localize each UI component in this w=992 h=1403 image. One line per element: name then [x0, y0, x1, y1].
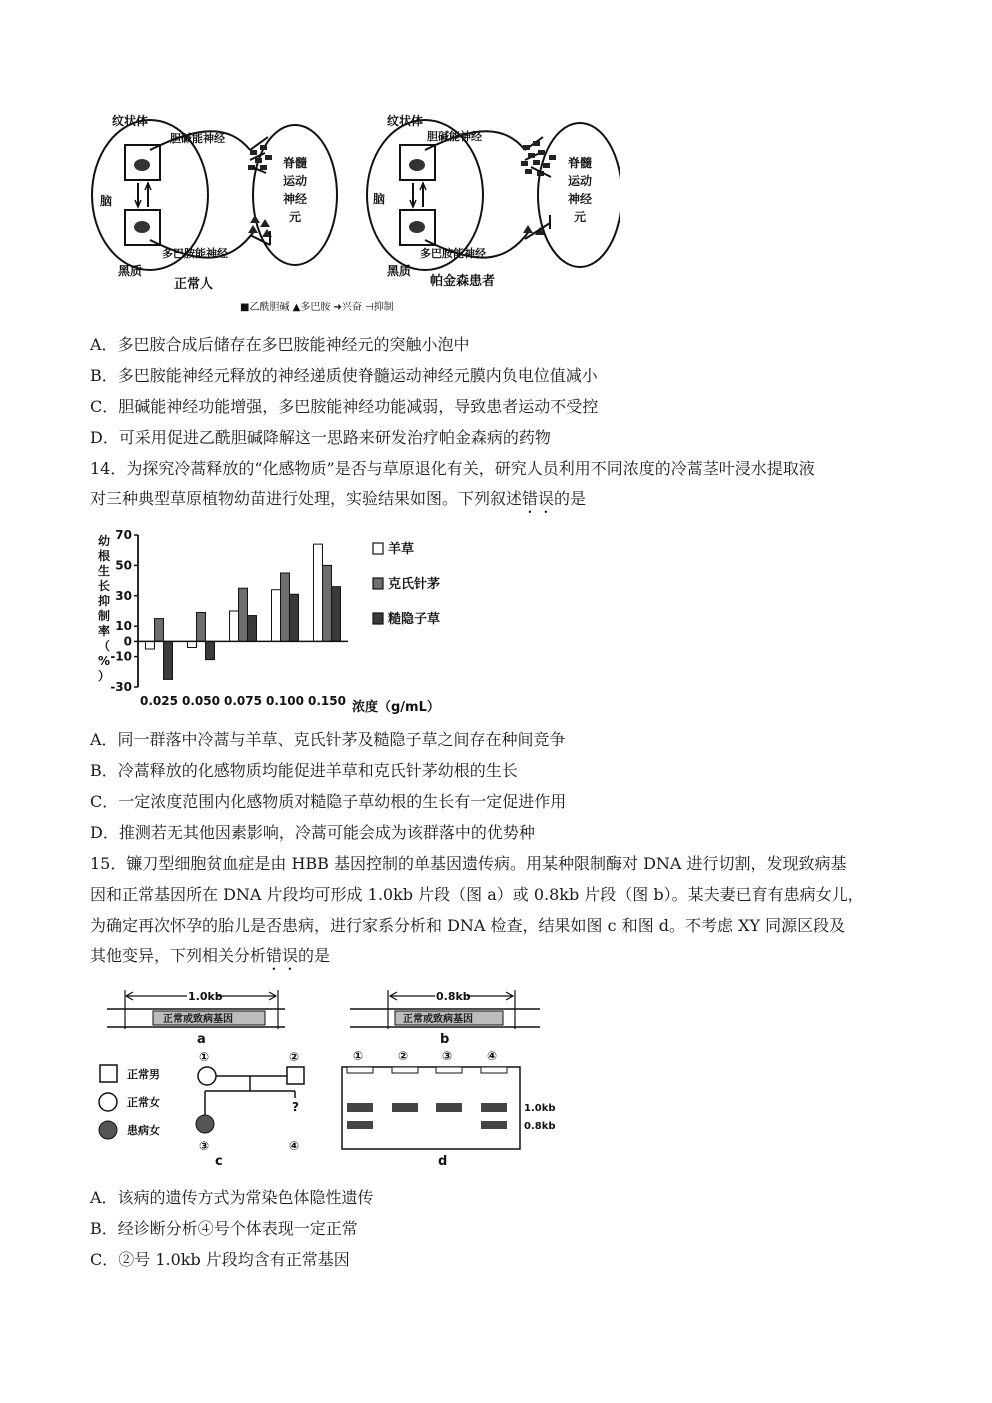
neural-pathway-diagram — [90, 105, 620, 320]
bar-3 — [290, 594, 299, 641]
bar-2 — [155, 619, 164, 642]
bar-1 — [188, 641, 197, 647]
y-tick-label: 50 — [115, 558, 132, 573]
q14-option-c: C．一定浓度范围内化感物质对糙隐子草幼根的生长有一定促进作用 — [90, 792, 567, 811]
bar-1 — [230, 611, 239, 641]
q15-figure — [95, 985, 565, 1170]
bar-3 — [248, 616, 257, 642]
legend-label: 糙隐子草 — [388, 612, 441, 627]
y-axis-title-char: 抑 — [98, 594, 111, 608]
q13-option-d: D．可采用促进乙酰胆碱降解这一思路来研发治疗帕金森病的药物 — [90, 428, 551, 447]
pedigree-unknown: ? — [292, 1100, 299, 1114]
q13-option-b: B．多巴胺能神经元释放的神经递质使脊髓运动神经元膜内负电位值减小 — [90, 366, 598, 385]
pedigree-id-2: ② — [289, 1050, 300, 1064]
y-tick-label: 0 — [123, 634, 132, 649]
q15-stem-text-end: 的是 — [298, 946, 331, 965]
bar-3 — [206, 641, 215, 659]
patient-neuron-line: 脊髓 — [568, 156, 593, 170]
a-caption: a — [197, 1032, 206, 1047]
band-label-2: 0.8kb — [524, 1121, 556, 1132]
gene-pedigree-gel-diagram — [95, 985, 565, 1170]
q14-option-a: A．同一群落中冷蒿与羊草、克氏针茅及糙隐子草之间存在种间竞争 — [90, 730, 566, 749]
band-label-1: 1.0kb — [524, 1103, 556, 1114]
x-axis-label: 浓度（g/mL） — [352, 700, 440, 715]
normal-side-label: 脑 — [100, 194, 113, 208]
gel-d — [342, 1049, 556, 1169]
legend-normal-female: 正常女 — [127, 1096, 160, 1109]
patient-neuron-line: 运动 — [568, 174, 593, 188]
pedigree-id-3: ③ — [199, 1139, 210, 1153]
q15-option-c: C．②号 1.0kb 片段均含有正常基因 — [90, 1250, 350, 1269]
q14-stem-text: 对三种典型草原植物幼苗进行处理，实验结果如图。下列叙述 — [90, 489, 523, 508]
y-tick-label: -30 — [110, 680, 132, 694]
x-tick-label: 0.025 — [140, 694, 178, 708]
normal-neuron-line: 神经 — [283, 192, 308, 206]
figure-a — [107, 989, 285, 1047]
legend-normal-male: 正常男 — [127, 1068, 160, 1081]
y-axis-title-char: 根 — [98, 549, 111, 563]
q14-option-b: B．冷蒿释放的化感物质均能促进羊草和克氏针茅幼根的生长 — [90, 761, 518, 780]
y-axis-title-char: 生 — [98, 564, 111, 578]
pedigree-c — [196, 1050, 304, 1169]
legend-swatch — [373, 613, 383, 624]
x-tick-label: 0.100 — [266, 694, 304, 708]
bar-1 — [272, 590, 281, 642]
a-length-label: 1.0kb — [188, 990, 223, 1003]
patient-side-label: 脑 — [373, 192, 386, 206]
figure-b — [350, 989, 540, 1047]
x-tick-label: 0.075 — [224, 694, 262, 708]
x-tick-label: 0.050 — [182, 694, 220, 708]
q15-stem-text: 其他变异，下列相关分析 — [90, 946, 267, 965]
y-axis-title-char: 率 — [98, 624, 111, 638]
legend-label: 羊草 — [388, 542, 415, 557]
y-tick-label: -10 — [110, 649, 132, 664]
q15-stem-line1: 15．镰刀型细胞贫血症是由 HBB 基因控制的单基因遗传病。用某种限制酶对 DNA 进行切割，发现致病基 — [90, 854, 847, 873]
bar-2 — [197, 613, 206, 642]
inhibition-bar-chart — [90, 525, 470, 720]
b-length-label: 0.8kb — [436, 990, 471, 1003]
q14-stem-emphasis: 错误 — [522, 489, 555, 508]
legend-swatch — [373, 578, 383, 589]
legend-affected-female: 患病女 — [127, 1124, 160, 1137]
y-axis-title-char: ） — [98, 669, 111, 683]
y-axis-title — [98, 533, 110, 683]
normal-caption: 正常人 — [174, 277, 214, 292]
normal-nerve-top: 胆碱能神经 — [170, 132, 225, 145]
b-gene-box-label: 正常或致病基因 — [403, 1014, 473, 1025]
y-tick-label: 70 — [115, 528, 132, 542]
pedigree-legend — [99, 1065, 160, 1139]
b-caption: b — [440, 1032, 450, 1047]
lane-label-3: ③ — [442, 1049, 453, 1063]
y-tick-label: 30 — [115, 588, 132, 603]
pedigree-id-1: ① — [199, 1050, 210, 1064]
q13-option-c: C．胆碱能神经功能增强，多巴胺能神经功能减弱，导致患者运动不受控 — [90, 397, 599, 416]
q15-stem-line4 — [90, 946, 330, 974]
q14-stem-line1: 14．为探究冷蒿释放的“化感物质”是否与草原退化有关，研究人员利用不同浓度的冷蒿茎叶浸水提取液 — [90, 459, 815, 478]
q14-chart — [90, 525, 470, 720]
y-axis-title-char: % — [98, 654, 111, 668]
patient-caption: 帕金森患者 — [430, 274, 496, 289]
q15-option-a: A．该病的遗传方式为常染色体隐性遗传 — [90, 1188, 374, 1207]
normal-neuron-line: 运动 — [283, 174, 308, 188]
bar-1 — [146, 641, 155, 649]
pedigree-id-4: ④ — [289, 1139, 300, 1153]
c-caption: c — [215, 1154, 223, 1169]
parkinson-panel — [367, 113, 620, 289]
patient-top-label: 纹状体 — [387, 114, 424, 128]
normal-neuron-line: 元 — [289, 210, 302, 224]
normal-nerve-bottom: 多巴胺能神经 — [162, 247, 228, 260]
y-axis-title-char: 制 — [98, 609, 111, 623]
normal-panel — [92, 113, 337, 292]
q13-option-a: A．多巴胺合成后储存在多巴胺能神经元的突触小泡中 — [90, 335, 470, 354]
y-tick-label: 10 — [115, 619, 132, 634]
q14-stem-text-end: 的是 — [554, 489, 587, 508]
bar-1 — [314, 544, 323, 641]
legend-label: 克氏针茅 — [388, 577, 441, 592]
q15-option-b: B．经诊断分析④号个体表现一定正常 — [90, 1219, 358, 1238]
q13-legend: ■乙酰胆碱 ▲多巴胺 ➜兴奋 ⊣抑制 — [240, 302, 394, 313]
patient-neuron-line: 神经 — [568, 192, 593, 206]
q14-option-d: D．推测若无其他因素影响，冷蒿可能会成为该群落中的优势种 — [90, 823, 535, 842]
bar-3 — [164, 641, 173, 679]
normal-bottom-label: 黑质 — [118, 264, 143, 278]
patient-neuron-line: 元 — [574, 210, 587, 224]
patient-nerve-top: 胆碱能神经 — [427, 130, 482, 143]
legend-swatch — [373, 543, 383, 554]
y-axis-title-char: （ — [98, 639, 111, 653]
q14-stem-line2 — [90, 489, 586, 517]
d-caption: d — [438, 1154, 448, 1169]
y-axis-title-char: 幼 — [98, 534, 111, 548]
normal-neuron-line: 脊髓 — [283, 156, 308, 170]
y-axis-title-char: 长 — [98, 579, 111, 593]
q15-stem-line2: 因和正常基因所在 DNA 片段均可形成 1.0kb 片段（图 a）或 0.8kb 片段（图 b）。某夫妻已育有患病女儿， — [90, 885, 864, 904]
normal-top-label: 纹状体 — [112, 114, 149, 128]
patient-nerve-bottom: 多巴胺能神经 — [420, 247, 486, 260]
lane-label-2: ② — [398, 1049, 409, 1063]
lane-label-1: ① — [353, 1049, 364, 1063]
q15-stem-emphasis: 错误 — [266, 946, 299, 965]
lane-label-4: ④ — [487, 1049, 498, 1063]
bar-3 — [332, 587, 341, 642]
q13-figure — [90, 105, 620, 320]
bar-2 — [281, 573, 290, 641]
bar-2 — [239, 588, 248, 641]
patient-bottom-label: 黑质 — [387, 264, 412, 278]
x-tick-label: 0.150 — [308, 694, 346, 708]
a-gene-box-label: 正常或致病基因 — [163, 1014, 233, 1025]
q15-stem-line3: 为确定再次怀孕的胎儿是否患病，进行家系分析和 DNA 检查，结果如图 c 和图 d。不考虑 XY 同源区段及 — [90, 916, 846, 935]
bar-2 — [323, 565, 332, 641]
